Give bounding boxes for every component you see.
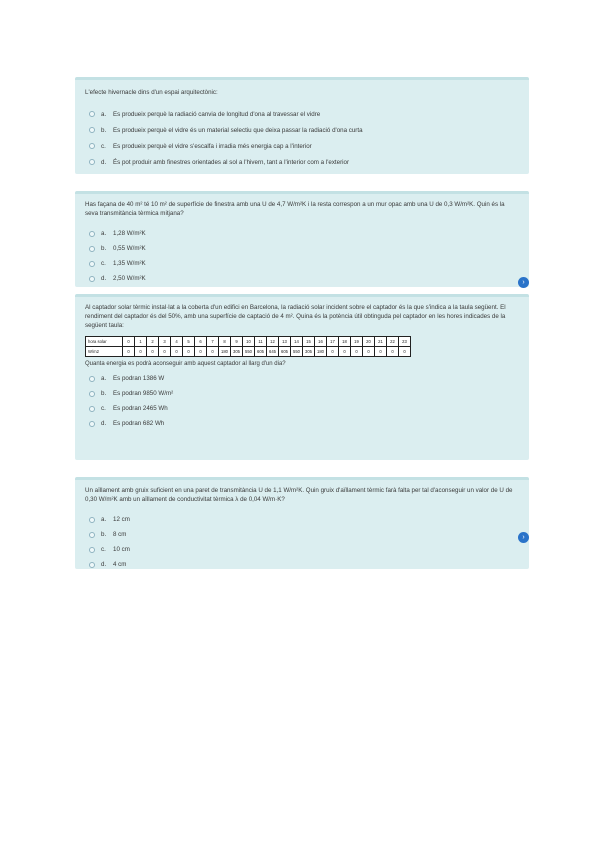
table-cell: 0: [159, 347, 171, 357]
option-text: Es podran 682 Wh: [113, 420, 165, 427]
table-cell: 22: [387, 337, 399, 347]
option-letter: d.: [101, 420, 107, 427]
table-cell: 0: [123, 337, 135, 347]
table-cell: 180: [315, 347, 327, 357]
table-header-row: [86, 337, 411, 347]
table-cell: 305: [303, 347, 315, 357]
table-cell: 5: [183, 337, 195, 347]
table-cell: 18: [339, 337, 351, 347]
next-page-icon[interactable]: ›: [518, 532, 529, 543]
option-a[interactable]: [85, 512, 519, 527]
radio-icon[interactable]: [89, 547, 95, 553]
radio-icon[interactable]: [89, 532, 95, 538]
option-d[interactable]: [85, 271, 519, 286]
option-b[interactable]: [85, 241, 519, 256]
option-d[interactable]: [85, 416, 519, 431]
table-cell: 550: [243, 347, 255, 357]
question-card-4: [75, 477, 529, 569]
option-letter: a.: [101, 516, 107, 523]
question-text: Al captador solar tèrmic instal·lat a la coberta d'un edifici en Barcelona, la radiació solar incident sobre el captador és la que s'indica a la taula següent. El rendiment del captador és del 50%, amb una superfície de captació de 4 m². Quina és la potència útil obtinguda pel captador en les hores indicades de la següent taula:: [85, 304, 506, 329]
table-cell: 605: [255, 347, 267, 357]
answer-options: [85, 512, 519, 572]
option-letter: c.: [101, 546, 106, 553]
table-cell: 4: [171, 337, 183, 347]
option-b[interactable]: [85, 122, 519, 138]
option-c[interactable]: [85, 401, 519, 416]
question-text: L'efecte hivernacle dins d'un espai arquitectònic:: [85, 89, 218, 96]
table-cell: 0: [183, 347, 195, 357]
table-cell: 23: [399, 337, 411, 347]
table-cell: 3: [159, 337, 171, 347]
radio-icon[interactable]: [89, 391, 95, 397]
question-text: Un aïllament amb gruix suficient en una paret de transmitància U de 1,1 W/m²K. Quin gruix d'aïllament tèrmic farà falta per tal d'aconseguir un valor de U de 0,30 W/m²K amb un aïllament de conductivitat tèrmica λ de 0,04 W/m·K?: [85, 487, 513, 503]
option-text: 0,55 W/m²K: [113, 245, 146, 252]
table-cell: 180: [219, 347, 231, 357]
table-cell: 605: [279, 347, 291, 357]
table-cell: 1: [135, 337, 147, 347]
option-text: Es produeix perquè el vidre s'escalfa i irradia més energia cap a l'interior: [113, 142, 312, 150]
option-text: És pot produir amb finestres orientades al sol a l'hivern, tant a l'interior com a l'exterior: [113, 158, 350, 166]
option-letter: c.: [101, 142, 106, 150]
option-text: Es podran 9850 W/m²: [113, 390, 174, 397]
table-cell: 0: [207, 347, 219, 357]
question-card-1: [75, 77, 529, 174]
option-text: 1,28 W/m²K: [113, 230, 146, 237]
table-cell: hora solar: [86, 337, 123, 347]
table-cell: 0: [351, 347, 363, 357]
option-a[interactable]: [85, 106, 519, 122]
radio-icon[interactable]: [89, 127, 95, 133]
table-cell: 0: [399, 347, 411, 357]
answer-options: [85, 371, 519, 431]
table-cell: 11: [255, 337, 267, 347]
table-cell: 9: [231, 337, 243, 347]
next-page-icon[interactable]: ›: [518, 277, 529, 288]
option-b[interactable]: [85, 527, 519, 542]
radio-icon[interactable]: [89, 421, 95, 427]
option-text: Es podran 2465 Wh: [113, 405, 168, 412]
option-text: 12 cm: [113, 516, 130, 523]
option-text: 8 cm: [113, 531, 127, 538]
radio-icon[interactable]: [89, 261, 95, 267]
table-cell: 8: [219, 337, 231, 347]
option-letter: a.: [101, 375, 107, 382]
option-letter: d.: [101, 275, 107, 282]
radio-icon[interactable]: [89, 376, 95, 382]
option-letter: b.: [101, 531, 107, 538]
table-cell: 17: [327, 337, 339, 347]
table-cell: 16: [315, 337, 327, 347]
option-letter: c.: [101, 405, 106, 412]
table-cell: 21: [375, 337, 387, 347]
table-cell: 6: [195, 337, 207, 347]
option-text: 1,35 W/m²K: [113, 260, 146, 267]
option-letter: d.: [101, 561, 107, 568]
radio-icon[interactable]: [89, 406, 95, 412]
table-cell: 7: [207, 337, 219, 347]
table-row: [86, 347, 411, 357]
option-text: Es produeix perquè el vidre és un material selectiu que deixa passar la radiació d'ona curta: [113, 126, 363, 134]
question-card-2: [75, 191, 529, 287]
option-text: 4 cm: [113, 561, 127, 568]
table-cell: W/m2: [86, 347, 123, 357]
table-cell: 2: [147, 337, 159, 347]
option-c[interactable]: [85, 542, 519, 557]
table-cell: 12: [267, 337, 279, 347]
table-cell: 0: [171, 347, 183, 357]
table-cell: 645: [267, 347, 279, 357]
option-a[interactable]: [85, 226, 519, 241]
table-cell: 0: [363, 347, 375, 357]
radio-icon[interactable]: [89, 562, 95, 568]
option-text: Es podran 1386 W: [113, 375, 165, 382]
table-cell: 19: [351, 337, 363, 347]
radiation-table: [85, 336, 411, 357]
option-d[interactable]: [85, 557, 519, 572]
table-cell: 0: [387, 347, 399, 357]
radio-icon[interactable]: [89, 246, 95, 252]
table-cell: 550: [291, 347, 303, 357]
option-d[interactable]: [85, 154, 519, 170]
table-cell: 13: [279, 337, 291, 347]
table-cell: 14: [291, 337, 303, 347]
option-letter: b.: [101, 126, 107, 134]
answer-options: [85, 106, 519, 170]
table-cell: 0: [327, 347, 339, 357]
table-cell: 0: [123, 347, 135, 357]
radio-icon[interactable]: [89, 159, 95, 165]
option-letter: a.: [101, 110, 107, 118]
table-cell: 10: [243, 337, 255, 347]
radio-icon[interactable]: [89, 517, 95, 523]
table-cell: 15: [303, 337, 315, 347]
answer-options: [85, 226, 519, 286]
option-text: 10 cm: [113, 546, 130, 553]
option-text: Es produeix perquè la radiació canvia de longitud d'ona al travessar el vidre: [113, 110, 321, 118]
option-letter: d.: [101, 158, 107, 166]
option-c[interactable]: [85, 138, 519, 154]
table-cell: 0: [195, 347, 207, 357]
option-b[interactable]: [85, 386, 519, 401]
table-cell: 0: [135, 347, 147, 357]
option-letter: b.: [101, 245, 107, 252]
option-letter: b.: [101, 390, 107, 397]
subquestion-text: Quanta energia es podrà aconseguir amb aquest captador al llarg d'un dia?: [85, 361, 286, 367]
table-cell: 0: [147, 347, 159, 357]
table-cell: 0: [339, 347, 351, 357]
option-c[interactable]: [85, 256, 519, 271]
option-letter: c.: [101, 260, 106, 267]
option-text: 2,50 W/m²K: [113, 275, 146, 282]
question-card-3: [75, 294, 529, 460]
table-cell: 0: [375, 347, 387, 357]
option-letter: a.: [101, 230, 107, 237]
radio-icon[interactable]: [89, 111, 95, 117]
radio-icon[interactable]: [89, 231, 95, 237]
question-text: Has façana de 40 m² té 10 m² de superfície de finestra amb una U de 4,7 W/m²K i la resta correspon a un mur opac amb una U de 0,3 W/m²K. Quin és la seva transmitància tèrmica mitjana?: [85, 201, 505, 217]
radio-icon[interactable]: [89, 143, 95, 149]
option-a[interactable]: [85, 371, 519, 386]
radio-icon[interactable]: [89, 276, 95, 282]
table-cell: 20: [363, 337, 375, 347]
table-cell: 305: [231, 347, 243, 357]
